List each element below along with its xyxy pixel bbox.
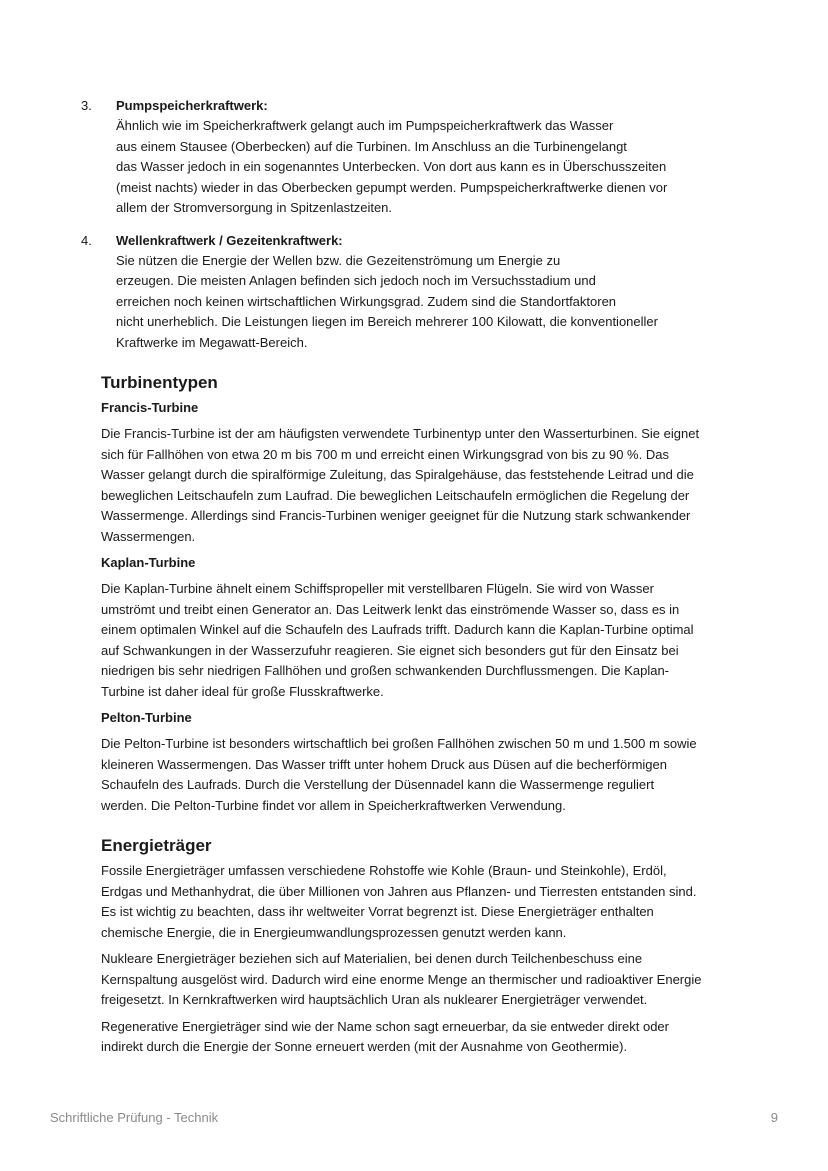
page-content bbox=[81, 96, 731, 1064]
list-item-title: Wellenkraftwerk / Gezeitenkraftwerk: bbox=[116, 232, 343, 248]
subheading-pelton: Pelton-Turbine bbox=[101, 710, 192, 725]
list-number: 3. bbox=[81, 98, 92, 113]
paragraph-regenerativ: Regenerative Energieträger sind wie der Name schon sagt erneuerbar, da sie entweder direkt oder indirekt durch die Energie der Sonne erneuert werden (mit der Ausnahme von Geothermie). bbox=[101, 1018, 669, 1054]
list-item-wellenkraftwerk bbox=[81, 231, 731, 354]
paragraph-pelton: Die Pelton-Turbine ist besonders wirtschaftlich bei großen Fallhöhen zwischen 50 m und 1.500 m sowie kleineren Wassermengen. Das Wasser trifft unter hohem Druck aus Düsen auf die becherförmigen Schaufeln des Laufrads. Durch die Verstellung der Düsennadel kann die Wassermenge reguliert werden. Die Pelton-Turbine findet vor allem in Speicherkraftwerken Verwendung. bbox=[101, 736, 697, 813]
list-number: 4. bbox=[81, 232, 92, 248]
paragraph-nuklear: Nukleare Energieträger beziehen sich auf Materialien, bei denen durch Teilchenbeschuss eine Kernspaltung ausgelöst wird. Dadurch wird eine enorme Menge an thermischer und radioaktiver Energie freigesetzt. In Kernkraftwerken wird hauptsächlich Uran als nuklearer Energieträger verwendet. bbox=[101, 951, 702, 1007]
list-item-title: Pumpspeicherkraftwerk: bbox=[116, 98, 268, 113]
section-heading-energietraeger: Energieträger bbox=[101, 836, 212, 855]
list-item-pumpspeicher bbox=[81, 96, 731, 219]
paragraph-francis: Die Francis-Turbine ist der am häufigsten verwendete Turbinentyp unter den Wasserturbinen. Sie eignet sich für Fallhöhen von etwa 20 m bis 700 m und erreicht einen Wirkungsgrad von bis zu 90 %. Das Wasser gelangt durch die spiralförmige Zuleitung, das Spiralgehäuse, das feststehende Leitrad und die beweglichen Leitschaufeln zum Laufrad. Die beweglichen Leitschaufeln ermöglichen die Regelung der Wassermenge. Allerdings sind Francis-Turbinen weniger geeignet für die Nutzung stark schwankender Wassermengen. bbox=[101, 426, 700, 544]
section-heading-turbinentypen: Turbinentypen bbox=[101, 373, 218, 392]
paragraph-fossil: Fossile Energieträger umfassen verschiedene Rohstoffe wie Kohle (Braun- und Steinkohle), Erdöl, Erdgas und Methanhydrat, die über Millionen von Jahren aus Pflanzen- und Tierresten entstanden sind. Es ist wichtig zu beachten, dass ihr weltweiter Vorrat begrenzt ist. Diese Energieträger enthalten chemische Energie, die in Energieumwandlungsprozessen genutzt werden kann. bbox=[101, 863, 697, 940]
subheading-kaplan: Kaplan-Turbine bbox=[101, 555, 196, 570]
subheading-francis: Francis-Turbine bbox=[101, 400, 199, 415]
footer-title: Schriftliche Prüfung - Technik bbox=[50, 1110, 219, 1125]
paragraph-kaplan: Die Kaplan-Turbine ähnelt einem Schiffspropeller mit verstellbaren Flügeln. Sie wird von Wasser umströmt und treibt einen Generator an. Das Leitwerk lenkt das einströmende Wasser so, dass es in einem optimalen Winkel auf die Schaufeln des Laufrads trifft. Dadurch kann die Kaplan-Turbine optimal auf Schwankungen in der Wasserzufuhr reagieren. Sie eignet sich besonders gut für den Einsatz bei niedrigen bis sehr niedrigen Fallhöhen und großen schwankenden Durchflussmengen. Die Kaplan- Turbine ist daher ideal für große Flusskraftwerke. bbox=[101, 581, 694, 699]
page-number: 9 bbox=[770, 1110, 778, 1125]
list-item-text: Ähnlich wie im Speicherkraftwerk gelangt auch im Pumpspeicherkraftwerk das Wasser aus einem Stausee (Oberbecken) auf die Turbinen. Im Anschluss an die Turbinengelangt das Wasser jedoch in ein sogenanntes Unterbecken. Von dort aus kann es in Überschusszeiten (meist nachts) wieder in das Oberbecken gepumpt werden. Pumpspeicherkraftwerke dienen vor allem der Stromversorgung in Spitzenlastzeiten. bbox=[116, 118, 668, 215]
list-item-text: Sie nützen die Energie der Wellen bzw. die Gezeitenströmung um Energie zu erzeugen. Die meisten Anlagen befinden sich jedoch noch im Versuchsstadium und erreichen noch keinen wirtschaftlichen Wirkungsgrad. Zudem sind die Standortfaktoren nicht unerheblich. Die Leistungen liegen im Bereich mehrerer 100 Kilowatt, die konventioneller Kraftwerke im Megawatt-Bereich. bbox=[116, 252, 658, 350]
